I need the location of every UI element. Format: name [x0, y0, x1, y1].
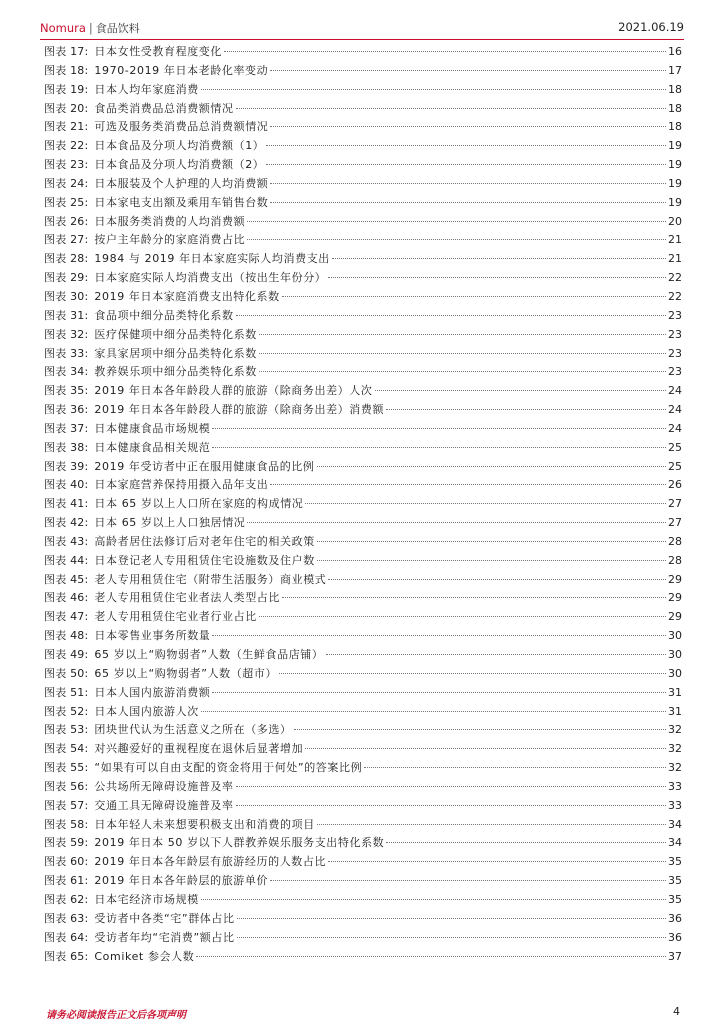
toc-entry-label: 图表 27: — [44, 233, 89, 247]
toc-entry[interactable] — [44, 571, 682, 590]
toc-entry-title: 1984 与 2019 年日本家庭实际人均消费支出 — [94, 252, 330, 266]
toc-entry-title: 按户主年龄分的家庭消费占比 — [94, 233, 246, 247]
toc-entry-label: 图表 23: — [44, 158, 89, 172]
toc-leader-dots — [294, 729, 666, 730]
header-divider — [40, 39, 684, 40]
toc-entry-page: 25 — [668, 459, 682, 473]
toc-entry-title: 65 岁以上“购物弱者”人数（超市） — [94, 666, 278, 680]
toc-entry[interactable] — [44, 703, 682, 722]
toc-entry[interactable] — [44, 608, 682, 627]
toc-leader-dots — [212, 692, 666, 693]
toc-entry-title: 老人专用租赁住宅业者行业占比 — [94, 610, 257, 624]
toc-entry[interactable] — [44, 684, 682, 703]
toc-entry[interactable] — [44, 231, 682, 250]
toc-entry-title: 日本人均年家庭消费 — [94, 82, 199, 96]
toc-entry-title: 老人专用租赁住宅业者法人类型占比 — [94, 591, 281, 605]
toc-entry-page: 24 — [668, 421, 682, 435]
toc-entry[interactable] — [44, 891, 682, 910]
toc-entry-page: 31 — [668, 704, 682, 718]
toc-entry-title: 日本食品及分项人均消费额（2） — [94, 158, 265, 172]
toc-entry[interactable] — [44, 495, 682, 514]
toc-entry[interactable] — [44, 948, 682, 967]
toc-entry-title: 2019 年受访者中正在服用健康食品的比例 — [94, 459, 315, 473]
toc-entry[interactable] — [44, 156, 682, 175]
toc-entry-label: 图表 51: — [44, 685, 89, 699]
toc-entry-title: 2019 年日本 50 岁以下人群教养娱乐服务支出特化系数 — [94, 836, 385, 850]
toc-entry[interactable] — [44, 816, 682, 835]
toc-entry-title: 65 岁以上“购物弱者”人数（生鲜食品店铺） — [94, 648, 324, 661]
toc-leader-dots — [270, 880, 666, 881]
toc-entry-title: 日本 65 岁以上人口所在家庭的构成情况 — [94, 497, 304, 511]
toc-entry-label: 图表 53: — [44, 723, 89, 737]
toc-entry-page: 33 — [668, 798, 682, 812]
toc-entry-page: 34 — [668, 836, 682, 850]
toc-entry-label: 图表 20: — [44, 101, 89, 115]
toc-entry-title: “如果有可以自由支配的资金将用于何处”的答案比例 — [94, 761, 363, 775]
toc-entry[interactable] — [44, 288, 682, 307]
toc-entry-title: 日本零售业事务所数量 — [94, 629, 211, 643]
toc-entry-page: 18 — [668, 101, 682, 115]
toc-entry-page: 36 — [668, 911, 682, 925]
toc-entry-title: 对兴趣爱好的重视程度在退休后显著增加 — [94, 742, 304, 756]
toc-entry-label: 图表 43: — [44, 534, 89, 548]
toc-entry-title: 食品项中细分品类特化系数 — [94, 308, 234, 322]
toc-entry-page: 30 — [668, 648, 682, 661]
toc-leader-dots — [386, 409, 666, 410]
toc-entry-label: 图表 21: — [44, 120, 89, 134]
toc-entry-title: 医疗保健项中细分品类特化系数 — [94, 327, 257, 341]
report-date: 2021.06.19 — [618, 20, 684, 34]
toc-entry-title: 2019 年日本家庭消费支出特化系数 — [94, 289, 280, 303]
toc-leader-dots — [196, 956, 666, 957]
toc-entry-page: 32 — [668, 761, 682, 775]
toc-entry-label: 图表 36: — [44, 403, 89, 417]
toc-entry-page: 27 — [668, 497, 682, 511]
toc-entry-title: 日本年轻人未来想要积极支出和消费的项目 — [94, 817, 315, 831]
toc-entry-page: 18 — [668, 120, 682, 134]
toc-entry-label: 图表 35: — [44, 384, 89, 398]
toc-entry-label: 图表 47: — [44, 610, 89, 624]
footer-disclaimer: 请务必阅读报告正文后各项声明 — [46, 1010, 186, 1021]
toc-entry[interactable] — [44, 929, 682, 948]
toc-entry-title: 食品类消费品总消费额情况 — [94, 101, 234, 115]
toc-leader-dots — [247, 522, 666, 523]
toc-entry-title: 日本健康食品相关规范 — [94, 440, 211, 454]
toc-leader-dots — [282, 597, 666, 598]
toc-entry[interactable] — [44, 533, 682, 552]
toc-entry-title: 家具家居项中细分品类特化系数 — [94, 346, 257, 360]
toc-entry[interactable] — [44, 345, 682, 364]
toc-leader-dots — [317, 824, 666, 825]
toc-entry-page: 27 — [668, 516, 682, 530]
toc-entry-page: 30 — [668, 666, 682, 680]
toc-entry-label: 图表 40: — [44, 478, 89, 492]
toc-entry[interactable] — [44, 627, 682, 646]
toc-entry[interactable] — [44, 910, 682, 929]
toc-entry-page: 21 — [668, 233, 682, 247]
toc-leader-dots — [328, 861, 666, 862]
toc-leader-dots — [259, 616, 666, 617]
toc-entry-title: 日本家庭实际人均消费支出（按出生年份分） — [94, 271, 327, 285]
toc-entry-page: 32 — [668, 723, 682, 737]
toc-entry-page: 33 — [668, 779, 682, 793]
toc-entry-page: 28 — [668, 553, 682, 567]
toc-entry[interactable] — [44, 401, 682, 420]
toc-entry-title: 2019 年日本各年龄段人群的旅游（除商务出差）人次 — [94, 384, 373, 398]
toc-entry-page: 23 — [668, 308, 682, 322]
toc-entry[interactable] — [44, 43, 682, 62]
toc-entry-label: 图表 26: — [44, 214, 89, 228]
toc-entry-title: 日本人国内旅游消费额 — [94, 685, 211, 699]
toc-entry[interactable] — [44, 100, 682, 119]
toc-entry-page: 34 — [668, 817, 682, 831]
toc-entry-page: 23 — [668, 346, 682, 360]
toc-entry-page: 31 — [668, 685, 682, 699]
toc-entry-title: 高龄者居住法修订后对老年住宅的相关政策 — [94, 534, 315, 548]
toc-entry[interactable] — [44, 759, 682, 778]
toc-entry[interactable] — [44, 721, 682, 740]
toc-leader-dots — [259, 334, 666, 335]
toc-leader-dots — [236, 315, 666, 316]
page-header — [40, 20, 684, 40]
toc-entry-page: 19 — [668, 176, 682, 190]
toc-entry-page: 29 — [668, 610, 682, 624]
toc-entry[interactable] — [44, 363, 682, 382]
toc-entry-page: 32 — [668, 742, 682, 756]
toc-entry[interactable] — [44, 420, 682, 439]
toc-entry-label: 图表 30: — [44, 289, 89, 303]
toc-leader-dots — [328, 579, 666, 580]
toc-entry-label: 图表 19: — [44, 82, 89, 96]
toc-entry[interactable] — [44, 326, 682, 345]
toc-entry-title: 日本家电支出额及乘用车销售台数 — [94, 195, 269, 209]
report-category: 食品饮料 — [95, 22, 140, 35]
toc-leader-dots — [270, 70, 666, 71]
toc-leader-dots — [259, 371, 666, 372]
toc-entry-title: 受访者中各类“宅”群体占比 — [94, 911, 235, 925]
header-brand — [40, 20, 140, 36]
toc-entry-label: 图表 55: — [44, 761, 89, 775]
toc-leader-dots — [332, 258, 666, 259]
toc-entry-page: 26 — [668, 478, 682, 492]
toc-entry-page: 29 — [668, 591, 682, 605]
toc-leader-dots — [305, 503, 666, 504]
toc-entry-page: 24 — [668, 384, 682, 398]
toc-entry-page: 24 — [668, 403, 682, 417]
toc-entry-page: 35 — [668, 855, 682, 869]
toc-entry-page: 21 — [668, 252, 682, 266]
toc-entry[interactable] — [44, 740, 682, 759]
toc-entry-title: 2019 年日本各年龄段人群的旅游（除商务出差）消费额 — [94, 403, 385, 417]
toc-entry-label: 图表 37: — [44, 421, 89, 435]
toc-entry-label: 图表 18: — [44, 63, 89, 77]
toc-entry-label: 图表 52: — [44, 704, 89, 718]
toc-entry-label: 图表 17: — [44, 45, 89, 58]
toc-entry-page: 28 — [668, 534, 682, 548]
toc-entry-label: 图表 39: — [44, 459, 89, 473]
toc-leader-dots — [317, 541, 666, 542]
toc-entry-page: 19 — [668, 158, 682, 172]
toc-entry-page: 37 — [668, 949, 682, 963]
toc-entry[interactable] — [44, 552, 682, 571]
toc-entry-label: 图表 38: — [44, 440, 89, 454]
toc-entry[interactable] — [44, 62, 682, 81]
toc-leader-dots — [317, 560, 666, 561]
toc-entry-title: 日本宅经济市场规模 — [94, 892, 199, 906]
toc-entry[interactable] — [44, 665, 682, 684]
toc-entry[interactable] — [44, 853, 682, 872]
toc-entry-label: 图表 63: — [44, 911, 89, 925]
toc-entry-page: 20 — [668, 214, 682, 228]
toc-leader-dots — [236, 786, 666, 787]
toc-leader-dots — [212, 428, 666, 429]
figure-list — [44, 43, 682, 966]
toc-entry-title: 日本人国内旅游人次 — [94, 704, 199, 718]
toc-entry-label: 图表 54: — [44, 742, 89, 756]
toc-entry-page: 25 — [668, 440, 682, 454]
toc-leader-dots — [247, 239, 666, 240]
toc-entry-label: 图表 60: — [44, 855, 89, 869]
toc-entry-title: 可选及服务类消费品总消费额情况 — [94, 120, 269, 134]
toc-leader-dots — [326, 654, 667, 655]
toc-entry-title: 交通工具无障碍设施普及率 — [94, 798, 234, 812]
toc-entry[interactable] — [44, 797, 682, 816]
toc-entry[interactable] — [44, 250, 682, 269]
toc-leader-dots — [328, 277, 666, 278]
toc-entry-label: 图表 41: — [44, 497, 89, 511]
toc-entry-label: 图表 61: — [44, 874, 89, 888]
toc-entry-page: 30 — [668, 629, 682, 643]
toc-leader-dots — [266, 145, 666, 146]
toc-entry-label: 图表 34: — [44, 365, 89, 379]
toc-entry-title: 2019 年日本各年龄层的旅游单价 — [94, 874, 269, 888]
toc-entry-label: 图表 31: — [44, 308, 89, 322]
toc-entry-label: 图表 28: — [44, 252, 89, 266]
toc-entry-page: 35 — [668, 892, 682, 906]
toc-entry[interactable] — [44, 778, 682, 797]
toc-leader-dots — [279, 673, 666, 674]
toc-entry[interactable] — [44, 81, 682, 100]
toc-entry-label: 图表 48: — [44, 629, 89, 643]
toc-entry-page: 16 — [668, 45, 682, 58]
toc-entry-label: 图表 32: — [44, 327, 89, 341]
page-number: 4 — [673, 1005, 680, 1018]
toc-entry-label: 图表 64: — [44, 930, 89, 944]
toc-entry[interactable] — [44, 307, 682, 326]
toc-entry[interactable] — [44, 194, 682, 213]
toc-entry-label: 图表 50: — [44, 666, 89, 680]
toc-entry-title: 教养娱乐项中细分品类特化系数 — [94, 365, 257, 379]
toc-leader-dots — [224, 51, 666, 52]
toc-entry-label: 图表 46: — [44, 591, 89, 605]
toc-entry-label: 图表 24: — [44, 176, 89, 190]
toc-leader-dots — [317, 466, 667, 467]
toc-entry-page: 19 — [668, 195, 682, 209]
toc-entry-title: 日本登记老人专用租赁住宅设施数及住户数 — [94, 553, 315, 567]
toc-entry-label: 图表 22: — [44, 139, 89, 153]
toc-leader-dots — [266, 164, 666, 165]
toc-entry-label: 图表 42: — [44, 516, 89, 530]
toc-entry-label: 图表 58: — [44, 817, 89, 831]
toc-leader-dots — [201, 89, 666, 90]
toc-entry-label: 图表 49: — [44, 648, 89, 661]
toc-entry-page: 23 — [668, 327, 682, 341]
toc-entry[interactable] — [44, 118, 682, 137]
toc-entry-title: 日本服务类消费的人均消费额 — [94, 214, 246, 228]
toc-leader-dots — [212, 447, 666, 448]
brand-name: Nomura — [40, 21, 86, 35]
toc-entry[interactable] — [44, 439, 682, 458]
toc-entry-title: 日本服装及个人护理的人均消费额 — [94, 176, 269, 190]
toc-entry[interactable] — [44, 646, 682, 665]
toc-entry-title: 日本健康食品市场规模 — [94, 421, 211, 435]
toc-leader-dots — [386, 842, 666, 843]
toc-entry[interactable] — [44, 175, 682, 194]
toc-entry-title: 日本 65 岁以上人口独居情况 — [94, 516, 246, 530]
toc-leader-dots — [201, 711, 666, 712]
toc-entry-label: 图表 56: — [44, 779, 89, 793]
toc-leader-dots — [282, 296, 666, 297]
toc-entry-page: 22 — [668, 289, 682, 303]
toc-leader-dots — [364, 767, 666, 768]
toc-entry-title: 日本食品及分项人均消费额（1） — [94, 139, 265, 153]
toc-leader-dots — [270, 126, 666, 127]
toc-entry-label: 图表 59: — [44, 836, 89, 850]
toc-entry[interactable] — [44, 476, 682, 495]
toc-entry[interactable] — [44, 872, 682, 891]
toc-entry[interactable] — [44, 269, 682, 288]
toc-entry-label: 图表 29: — [44, 271, 89, 285]
toc-entry-page: 17 — [668, 63, 682, 77]
toc-leader-dots — [212, 635, 666, 636]
toc-entry-title: 老人专用租赁住宅（附带生活服务）商业模式 — [94, 572, 327, 586]
toc-entry-label: 图表 44: — [44, 553, 89, 567]
toc-entry-title: 2019 年日本各年龄层有旅游经历的人数占比 — [94, 855, 327, 869]
toc-entry[interactable] — [44, 382, 682, 401]
toc-entry[interactable] — [44, 514, 682, 533]
toc-entry-page: 23 — [668, 365, 682, 379]
toc-leader-dots — [375, 390, 667, 391]
toc-leader-dots — [201, 899, 666, 900]
toc-entry-page: 18 — [668, 82, 682, 96]
toc-entry-label: 图表 45: — [44, 572, 89, 586]
toc-entry-title: 1970-2019 年日本老龄化率变动 — [94, 63, 269, 77]
toc-entry-title: 团块世代认为生活意义之所在（多选） — [94, 723, 292, 737]
toc-leader-dots — [237, 937, 666, 938]
toc-entry-title: 日本女性受教育程度变化 — [94, 45, 223, 58]
toc-leader-dots — [236, 805, 666, 806]
toc-leader-dots — [236, 108, 666, 109]
toc-entry-label: 图表 57: — [44, 798, 89, 812]
toc-entry-label: 图表 33: — [44, 346, 89, 360]
toc-entry-label: 图表 25: — [44, 195, 89, 209]
toc-entry-page: 29 — [668, 572, 682, 586]
toc-entry-title: 受访者年均“宅消费”额占比 — [94, 930, 235, 944]
toc-entry[interactable] — [44, 589, 682, 608]
toc-entry-page: 36 — [668, 930, 682, 944]
toc-leader-dots — [259, 353, 666, 354]
toc-entry-title: 日本家庭营养保持用摄入品年支出 — [94, 478, 269, 492]
toc-leader-dots — [270, 202, 666, 203]
toc-entry[interactable] — [44, 137, 682, 156]
toc-leader-dots — [270, 484, 666, 485]
toc-leader-dots — [237, 918, 666, 919]
header-separator: | — [88, 21, 93, 35]
toc-leader-dots — [247, 221, 666, 222]
toc-entry-title: 公共场所无障碍设施普及率 — [94, 779, 234, 793]
toc-entry-label: 图表 62: — [44, 892, 89, 906]
toc-entry[interactable] — [44, 458, 682, 477]
toc-entry-label: 图表 65: — [44, 949, 89, 963]
toc-entry-page: 22 — [668, 271, 682, 285]
toc-entry-title: Comiket 参会人数 — [94, 949, 195, 963]
toc-leader-dots — [305, 748, 666, 749]
toc-entry[interactable] — [44, 834, 682, 853]
toc-entry-page: 19 — [668, 139, 682, 153]
toc-leader-dots — [270, 183, 666, 184]
toc-entry-page: 35 — [668, 874, 682, 888]
toc-entry[interactable] — [44, 213, 682, 232]
